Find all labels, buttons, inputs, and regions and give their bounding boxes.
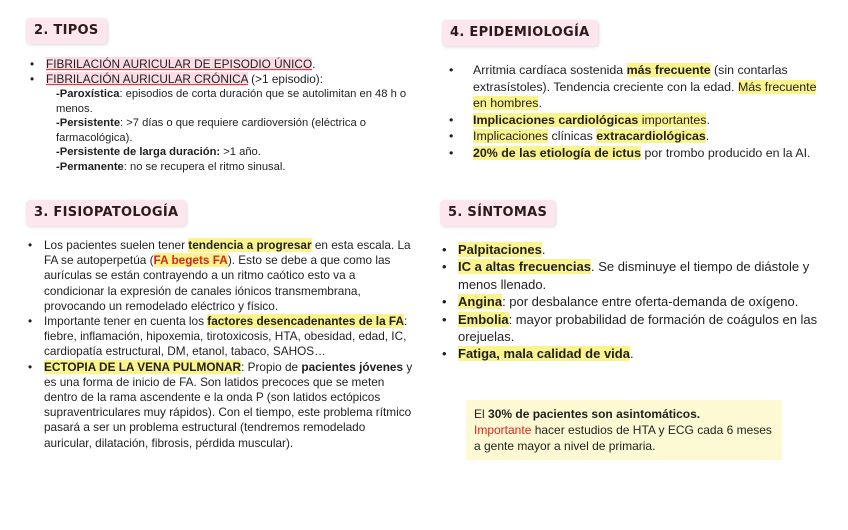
section-title-epidemiologia: 4. EPIDEMIOLOGÍA: [442, 20, 598, 46]
tipo-cronica: FIBRILACIÓN AURICULAR CRÓNICA: [46, 72, 248, 86]
list-item: [438, 241, 830, 258]
subtype-persistente: [26, 116, 416, 145]
highlight: 20% de las etiología de ictus: [473, 145, 642, 160]
text: : fiebre, inflamación, hipoxemia, tirotoxicosis, HTA, obesidad, edad, IC, cardiopatía estructural, DM, etanol, tabaco, SAHOS…: [44, 314, 408, 359]
text: : >7 días o que requiere cardioversión (eléctrica o farmacológica).: [56, 117, 366, 144]
label: -Permanente: [56, 160, 124, 173]
highlight: tendencia a progresar: [188, 238, 312, 252]
text: .: [706, 112, 710, 127]
text: .: [629, 346, 634, 362]
text: : no se recupera el ritmo sinusal.: [123, 160, 286, 173]
text: : episodios de corta duración que se autolimitan en 48 h o menos.: [56, 88, 407, 115]
list-item: [26, 72, 416, 87]
text: por trombo producido en la AI.: [641, 145, 811, 160]
text: Arritmia cardíaca sostenida: [473, 63, 627, 77]
bold-text: 30% de pacientes son asintomáticos.: [488, 407, 701, 421]
text: .: [538, 96, 542, 111]
highlight: Implicaciones cardiológicas: [473, 112, 639, 127]
list-item: [438, 345, 830, 362]
list-item: [445, 128, 830, 145]
subtype-paroxistica: [26, 87, 416, 116]
section-title-tipos: 2. TIPOS: [26, 18, 107, 44]
list-item: [24, 314, 416, 360]
text: y es una forma de inicio de FA. Son latidos precoces que se meten dentro de la rama ascendente e la onda P (son latidos ectópicos supraventriculares muy rápidos). Con el tiempo, este problema rítmico pasará a ser un problema estructural (tendremos remodelado auricular, dilatación, fibrosis, pérdida muscular).: [44, 359, 413, 450]
text: Los pacientes suelen tener: [44, 238, 189, 252]
list-item: [438, 311, 830, 346]
text: Importante tener en cuenta los: [44, 314, 208, 329]
label: -Persistente: [56, 117, 121, 130]
highlight: Más frecuente en hombres: [473, 79, 817, 111]
label: -Paroxística: [56, 88, 120, 100]
highlight: ECTOPIA DE LA VENA PULMONAR: [44, 359, 242, 374]
sintomas-content: [438, 241, 830, 363]
highlight: Angina: [458, 294, 503, 310]
text: El: [474, 407, 489, 421]
tipo-episodio-unico: FIBRILACIÓN AURICULAR DE EPISODIO ÚNICO: [46, 57, 313, 71]
text: .: [312, 57, 316, 71]
text: : mayor probabilidad de formación de coágulos en las orejuelas.: [458, 311, 818, 345]
text: .: [705, 129, 710, 144]
text: ). Esto se debe a que como las aurículas se están contrayendo a un ritmo caótico esto va a condicionar la expresión de canales iónicos transmembrana, provocando un remodelado eléctrico y físico.: [44, 253, 391, 313]
red-text: Importante: [474, 423, 532, 437]
section-title-fisiopatologia: 3. FISIOPATOLOGÍA: [26, 200, 186, 226]
highlight: Palpitaciones: [458, 242, 542, 257]
list-item: [438, 258, 830, 293]
list-item: [26, 57, 416, 72]
tipos-content: [26, 57, 416, 175]
text: hacer estudios de HTA y ECG cada 6 meses a gente mayor a nivel de primaria.: [474, 423, 772, 453]
list-item: [445, 145, 830, 162]
highlight: Fatiga, mala calidad de vida: [458, 346, 630, 362]
list-item: [445, 62, 830, 112]
text: .: [541, 242, 546, 257]
subtype-permanente: [26, 160, 416, 175]
highlight: IC a altas frecuencias: [458, 259, 591, 275]
highlight: más frecuente: [626, 63, 711, 77]
list-item: [24, 360, 416, 451]
text: clínicas: [548, 129, 597, 144]
text: (sin contarlas extrasístoles). Tendencia creciente con la edad.: [473, 63, 788, 94]
bold-text: pacientes jóvenes: [301, 359, 404, 374]
text: (>1 episodio):: [247, 72, 323, 86]
highlight: importantes: [638, 112, 707, 127]
list-item: [24, 238, 416, 314]
highlight: factores desencadenantes de la FA: [207, 314, 404, 329]
highlight: FA begets FA: [153, 253, 228, 268]
list-item: [445, 112, 830, 129]
section-title-sintomas: 5. SÍNTOMAS: [440, 200, 555, 226]
fisiopatologia-content: [24, 238, 416, 451]
highlight: Embolia: [458, 311, 509, 327]
text: : por desbalance entre oferta-demanda de oxígeno.: [502, 294, 799, 310]
subtype-persistente-larga: [26, 145, 416, 160]
epidemiologia-content: [445, 62, 830, 162]
list-item: [438, 293, 830, 310]
highlight: extracardiológicas: [596, 129, 706, 144]
text: >1 año.: [220, 146, 261, 159]
text: : Propio de: [241, 359, 302, 374]
asymptomatic-note: [466, 400, 782, 460]
text: . Se disminuye el tiempo de diástole y menos llenado.: [458, 259, 810, 292]
text: en esta escala. La FA se autoperpetúa (: [44, 238, 411, 268]
label: -Persistente de larga duración:: [56, 146, 221, 159]
highlight: Implicaciones: [473, 129, 549, 144]
